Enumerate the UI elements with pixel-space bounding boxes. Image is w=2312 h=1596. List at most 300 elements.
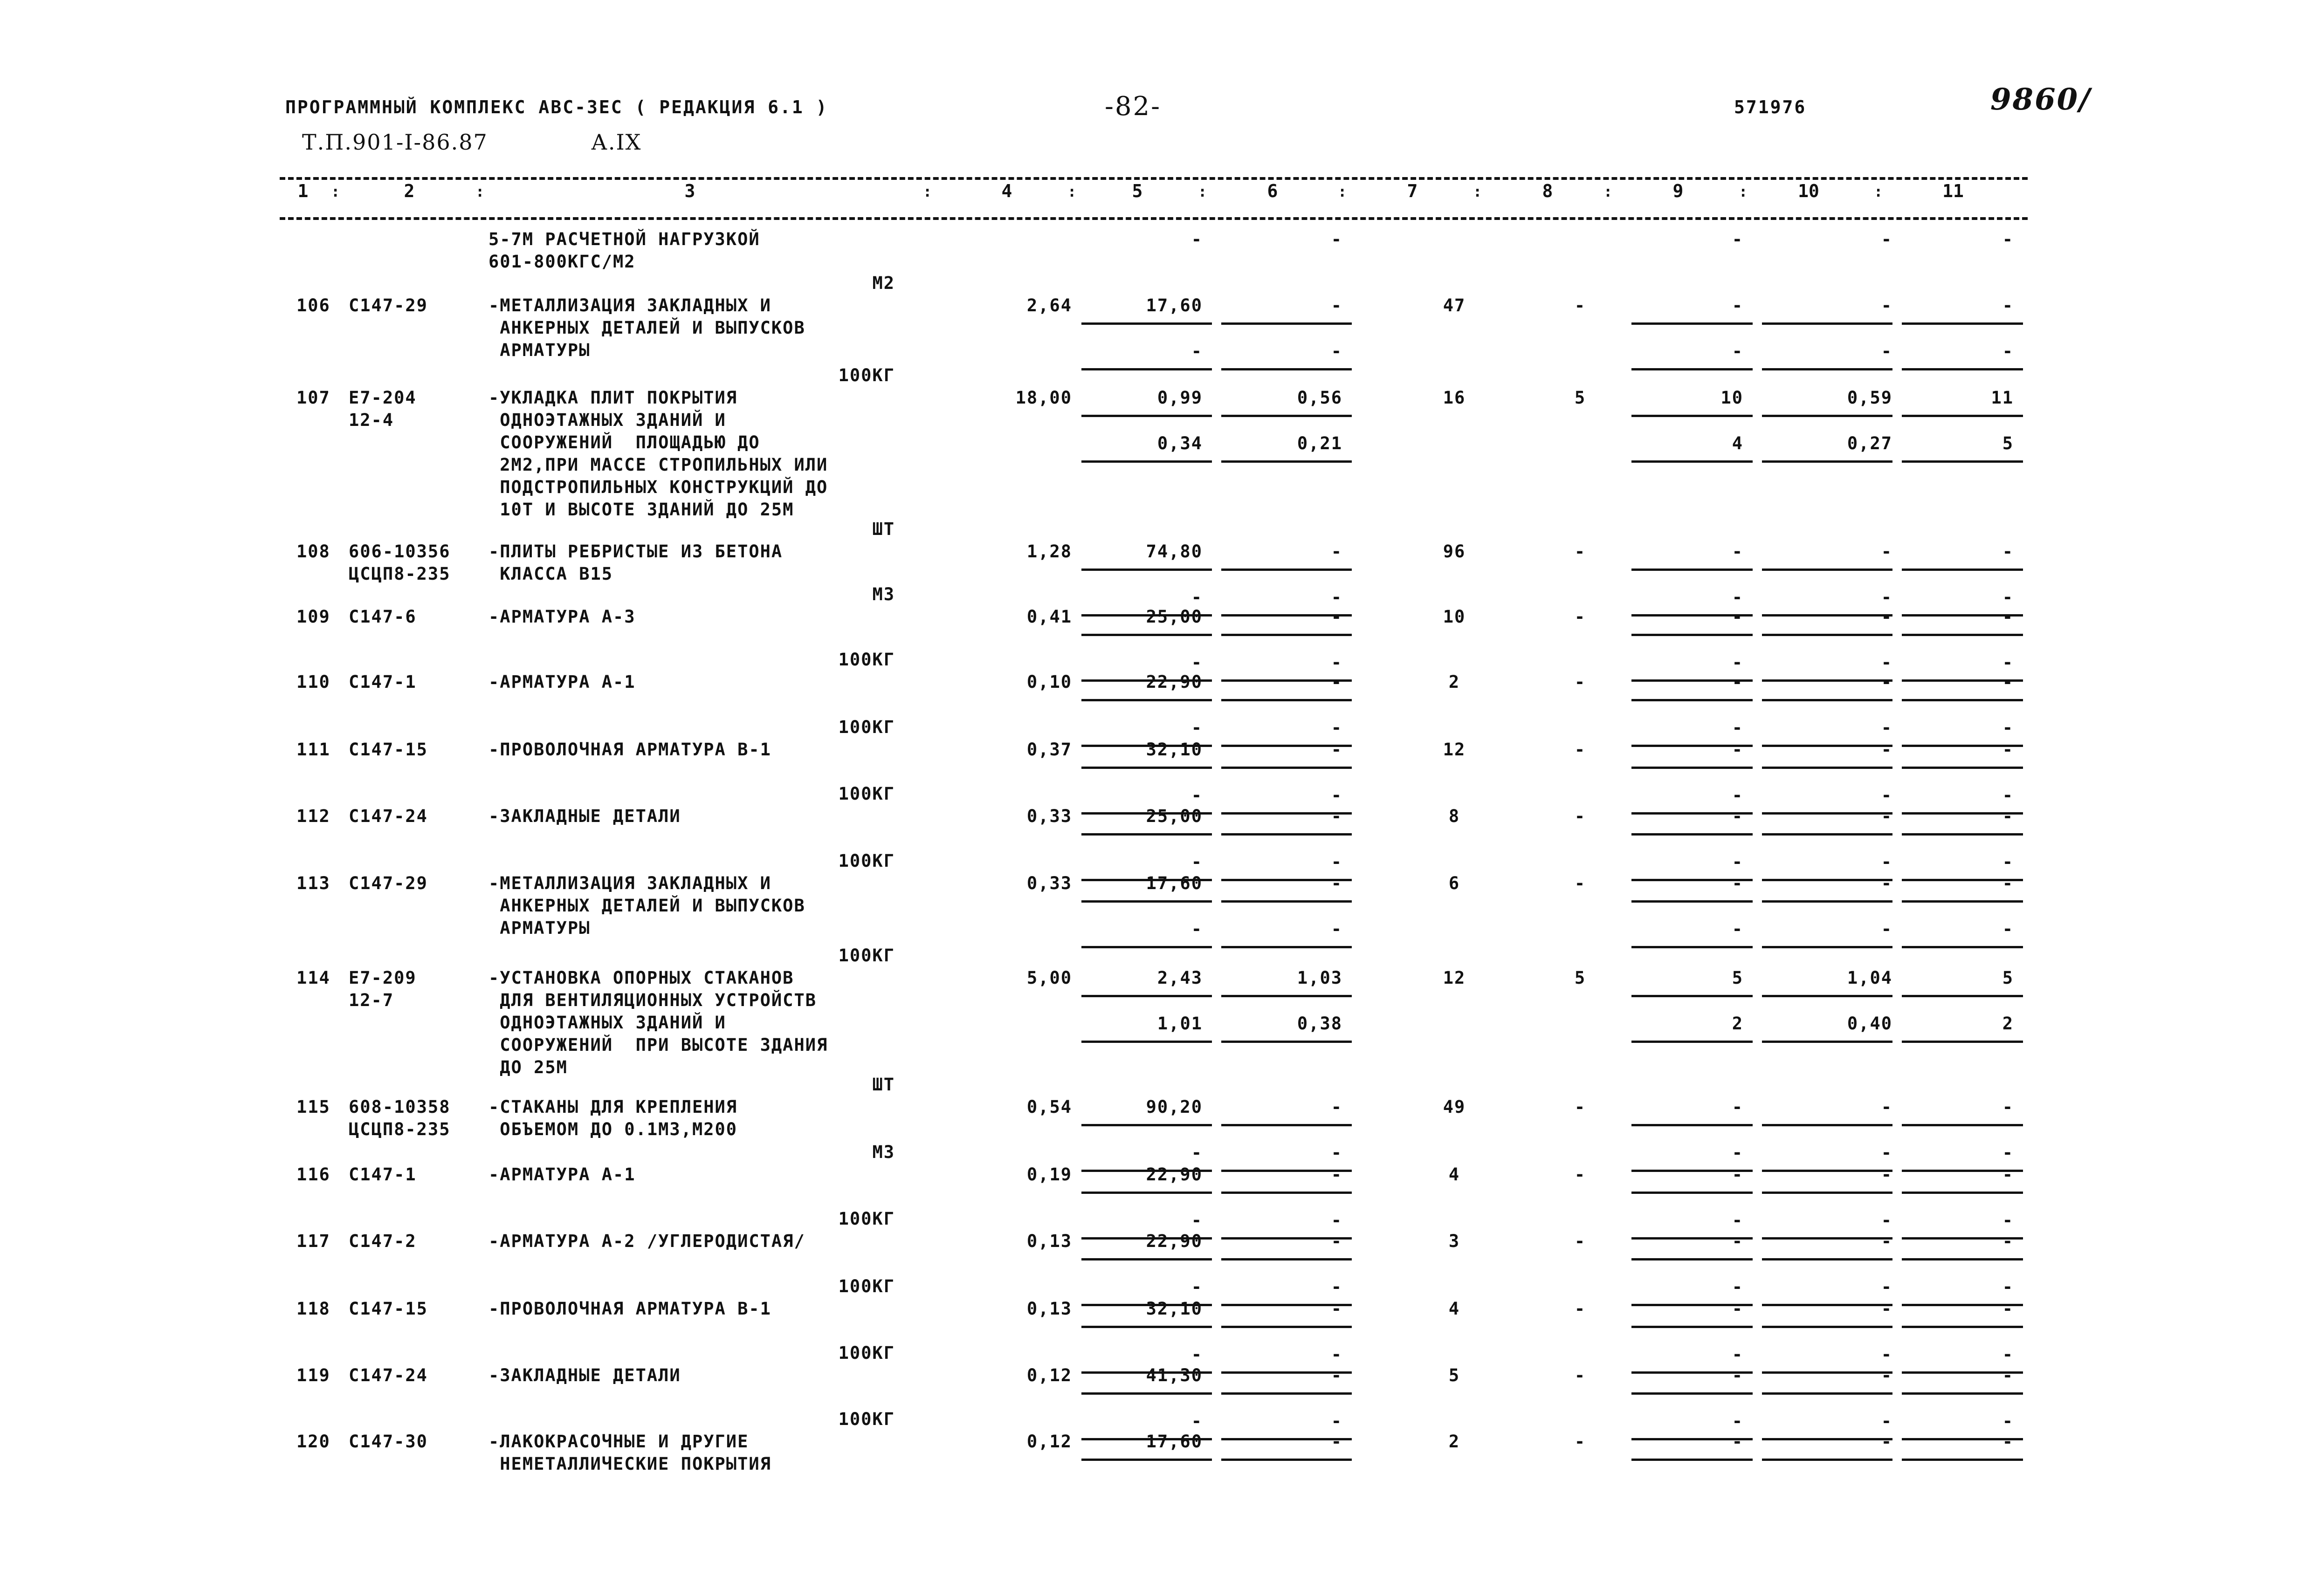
value-underline xyxy=(1081,833,1212,836)
value-underline xyxy=(1902,1124,2023,1126)
col5-value: 17,60 xyxy=(1146,873,1203,893)
value-underline xyxy=(1081,995,1212,997)
value-underline xyxy=(1631,1326,1753,1328)
col8-value: - xyxy=(1574,1231,1586,1251)
col10-value-labour: - xyxy=(1881,1411,1892,1431)
unit-of-measure: 100КГ xyxy=(838,1343,895,1363)
col8-value: - xyxy=(1574,740,1586,760)
work-description: -АРМАТУРА А-1 xyxy=(489,1164,636,1185)
value-underline xyxy=(1762,1392,1892,1395)
col5-value: 25,00 xyxy=(1146,607,1203,627)
table-top-rule xyxy=(280,177,2028,180)
col11-value: - xyxy=(2002,1164,2014,1185)
value-underline xyxy=(1081,322,1212,325)
col5-value-labour: - xyxy=(1191,1344,1203,1364)
col5-value-labour: - xyxy=(1191,341,1203,361)
unit-of-measure: 100КГ xyxy=(838,650,895,670)
col5-value: 41,30 xyxy=(1146,1365,1203,1385)
work-description: 5-7М РАСЧЕТНОЙ НАГРУЗКОЙ 601-800КГС/М2 xyxy=(489,229,760,272)
col7-value: 8 xyxy=(1448,806,1460,826)
quantity: 18,00 xyxy=(1015,388,1072,408)
unit-of-measure: 100КГ xyxy=(838,851,895,871)
rate-code-secondary: 12-7 xyxy=(349,990,394,1010)
column-separator: : xyxy=(1603,183,1613,200)
col10-value-labour: - xyxy=(1881,852,1892,872)
rate-code: С147-29 xyxy=(349,873,428,893)
value-underline xyxy=(1762,767,1892,769)
column-separator: : xyxy=(1067,183,1077,200)
unit-of-measure: М2 xyxy=(872,273,895,293)
quantity: 5,00 xyxy=(1026,968,1072,988)
value-underline xyxy=(1081,569,1212,571)
value-underline xyxy=(1221,946,1352,948)
value-underline xyxy=(1762,368,1892,370)
rate-code-secondary: ЦСЦП8-235 xyxy=(349,564,451,584)
col8-value: - xyxy=(1574,1299,1586,1319)
handwritten-stamp: 9860/ xyxy=(1990,82,2092,117)
value-underline xyxy=(1762,946,1892,948)
col6-value: - xyxy=(1331,1097,1342,1117)
value-underline xyxy=(1762,1459,1892,1461)
col5-value-labour: - xyxy=(1191,1277,1203,1297)
col10-value: - xyxy=(1881,806,1892,826)
col5-value: 22,90 xyxy=(1146,1164,1203,1185)
value-underline xyxy=(1221,1392,1352,1395)
value-underline xyxy=(1081,1124,1212,1126)
rate-code: 608-10358 xyxy=(349,1097,451,1117)
row-number: 117 xyxy=(296,1231,330,1251)
col6-value-labour: - xyxy=(1331,785,1342,805)
col8-value: - xyxy=(1574,1164,1586,1185)
row-number: 114 xyxy=(296,968,330,988)
col11-value: - xyxy=(2002,1231,2014,1251)
value-underline xyxy=(1902,699,2023,701)
col7-value: 49 xyxy=(1443,1097,1466,1117)
rate-code: С147-2 xyxy=(349,1231,417,1251)
value-underline xyxy=(1762,1326,1892,1328)
col6-value: - xyxy=(1331,740,1342,760)
col6-value-labour: 0,38 xyxy=(1297,1014,1342,1034)
col7-value: 2 xyxy=(1448,1432,1460,1452)
value-underline xyxy=(1081,634,1212,636)
column-header-2: 2 xyxy=(404,181,415,201)
col8-value: - xyxy=(1574,672,1586,692)
value-underline xyxy=(1631,699,1753,701)
album-number: А.IX xyxy=(591,130,642,155)
col11-value-labour: - xyxy=(2002,1344,2014,1364)
column-header-4: 4 xyxy=(1001,181,1012,201)
value-underline xyxy=(1221,767,1352,769)
value-underline xyxy=(1081,1192,1212,1194)
col5-value: 90,20 xyxy=(1146,1097,1203,1117)
value-underline xyxy=(1221,415,1352,417)
col9-value: 5 xyxy=(1732,968,1743,988)
value-underline xyxy=(1762,569,1892,571)
col7-value: 3 xyxy=(1448,1231,1460,1251)
col9-value-labour: - xyxy=(1732,1344,1743,1364)
col11-value: - xyxy=(2002,1432,2014,1452)
value-underline xyxy=(1902,368,2023,370)
value-underline xyxy=(1762,1041,1892,1043)
col9-value: - xyxy=(1732,295,1743,315)
col5-value: 17,60 xyxy=(1146,1432,1203,1452)
col7-value: 47 xyxy=(1443,295,1466,315)
col5-value-labour: - xyxy=(1191,1143,1203,1163)
unit-of-measure: 100КГ xyxy=(838,945,895,966)
col5-value: 22,90 xyxy=(1146,1231,1203,1251)
col7-value: 10 xyxy=(1443,607,1466,627)
col6-value-labour: 0,21 xyxy=(1297,433,1342,453)
unit-of-measure: М3 xyxy=(872,1142,895,1162)
value-underline xyxy=(1902,1258,2023,1260)
column-header-3: 3 xyxy=(684,181,695,201)
column-header-7: 7 xyxy=(1407,181,1418,201)
value-underline xyxy=(1221,460,1352,463)
value-underline xyxy=(1902,946,2023,948)
col6-value: - xyxy=(1331,1432,1342,1452)
quantity: 0,37 xyxy=(1026,740,1072,760)
col11-value-labour: - xyxy=(2002,919,2014,939)
col10-value-labour: - xyxy=(1881,1277,1892,1297)
col10-value: - xyxy=(1881,1231,1892,1251)
value-underline xyxy=(1902,833,2023,836)
unit-of-measure: ШТ xyxy=(872,1075,895,1095)
value-underline xyxy=(1631,368,1753,370)
unit-of-measure: М3 xyxy=(872,584,895,604)
value-underline xyxy=(1631,460,1753,463)
col6-value: - xyxy=(1331,607,1342,627)
col11-value: - xyxy=(2002,1365,2014,1385)
col5-value: 22,90 xyxy=(1146,672,1203,692)
col9-value: - xyxy=(1732,806,1743,826)
col6-value-labour: - xyxy=(1331,1143,1342,1163)
col5-value: 32,10 xyxy=(1146,1299,1203,1319)
value-underline xyxy=(1081,699,1212,701)
col10-value: 0,59 xyxy=(1847,388,1892,408)
col8-value: - xyxy=(1574,1432,1586,1452)
value-underline xyxy=(1762,460,1892,463)
row-number: 111 xyxy=(296,740,330,760)
col5-value: 17,60 xyxy=(1146,295,1203,315)
rate-code-secondary: 12-4 xyxy=(349,410,394,430)
rate-code: С147-15 xyxy=(349,740,428,760)
rate-code: С147-24 xyxy=(349,1365,428,1385)
value-underline xyxy=(1081,1326,1212,1328)
column-separator: : xyxy=(1198,183,1207,200)
rate-code: Е7-209 xyxy=(349,968,417,988)
value-underline xyxy=(1221,1124,1352,1126)
value-underline xyxy=(1221,1192,1352,1194)
col9-value: - xyxy=(1732,1231,1743,1251)
col10-value-labour: - xyxy=(1881,1143,1892,1163)
col9-value-labour: - xyxy=(1732,587,1743,607)
col11-value-labour: - xyxy=(2002,1143,2014,1163)
col6-value: - xyxy=(1331,1299,1342,1319)
work-description: -СТАКАНЫ ДЛЯ КРЕПЛЕНИЯ ОБЪЕМОМ ДО 0.1М3,М200 xyxy=(489,1097,738,1139)
col6-value: 0,56 xyxy=(1297,388,1342,408)
col8-value: - xyxy=(1574,295,1586,315)
col10-value: - xyxy=(1881,1432,1892,1452)
rate-code: С147-30 xyxy=(349,1432,428,1452)
col6-value-labour: - xyxy=(1331,1277,1342,1297)
col9-value-labour: - xyxy=(1732,718,1743,738)
col8-value: - xyxy=(1574,607,1586,627)
column-header-9: 9 xyxy=(1672,181,1684,201)
col10-value: - xyxy=(1881,1097,1892,1117)
col9-value-labour: - xyxy=(1732,852,1743,872)
col7-value: 96 xyxy=(1443,541,1466,562)
column-header-10: 10 xyxy=(1798,181,1819,201)
rate-code: Е7-204 xyxy=(349,388,417,408)
row-number: 115 xyxy=(296,1097,330,1117)
doc-code: 571976 xyxy=(1734,97,1807,117)
col9-value-labour: - xyxy=(1732,341,1743,361)
value-underline xyxy=(1902,1459,2023,1461)
row-number: 116 xyxy=(296,1164,330,1185)
col6-value-labour: - xyxy=(1331,852,1342,872)
col11-value: 11 xyxy=(1991,388,2014,408)
col6-value-labour: - xyxy=(1331,652,1342,672)
value-underline xyxy=(1221,995,1352,997)
col6-value: - xyxy=(1331,672,1342,692)
col5-value-labour: 0,34 xyxy=(1157,433,1203,453)
col11-value: - xyxy=(2002,873,2014,893)
col8-value: - xyxy=(1574,541,1586,562)
value-underline xyxy=(1081,415,1212,417)
value-underline xyxy=(1902,569,2023,571)
col10-value: - xyxy=(1881,607,1892,627)
col9-value: - xyxy=(1732,541,1743,562)
rate-code: С147-6 xyxy=(349,607,417,627)
row-number: 118 xyxy=(296,1299,330,1319)
value-underline xyxy=(1762,322,1892,325)
row-number: 120 xyxy=(296,1432,330,1452)
col11-value-labour: - xyxy=(2002,1411,2014,1431)
column-separator: : xyxy=(1338,183,1347,200)
value-underline xyxy=(1631,1124,1753,1126)
value-underline xyxy=(1631,900,1753,903)
quantity: 0,13 xyxy=(1026,1231,1072,1251)
col6-value: - xyxy=(1331,295,1342,315)
col11-value-labour: 2 xyxy=(2002,1014,2014,1034)
col10-value-labour: - xyxy=(1881,785,1892,805)
value-underline xyxy=(1902,900,2023,903)
value-underline xyxy=(1902,1041,2023,1043)
row-number: 109 xyxy=(296,607,330,627)
column-separator: : xyxy=(1739,183,1748,200)
value-underline xyxy=(1631,1258,1753,1260)
col6-value-labour: - xyxy=(1331,718,1342,738)
col10-value-labour: 0,40 xyxy=(1847,1014,1892,1034)
column-separator: : xyxy=(475,183,485,200)
col6-value-labour: - xyxy=(1331,1210,1342,1230)
col11-value-labour: - xyxy=(2002,341,2014,361)
value-underline xyxy=(1631,634,1753,636)
value-underline xyxy=(1631,1041,1753,1043)
rate-code: С147-15 xyxy=(349,1299,428,1319)
work-description: -АРМАТУРА А-2 /УГЛЕРОДИСТАЯ/ xyxy=(489,1231,805,1251)
value-underline xyxy=(1221,368,1352,370)
work-description: -УСТАНОВКА ОПОРНЫХ СТАКАНОВ ДЛЯ ВЕНТИЛЯЦИОННЫХ УСТРОЙСТВ ОДНОЭТАЖНЫХ ЗДАНИЙ И СООРУЖЕНИЙ ПРИ ВЫСОТЕ ЗДАНИЯ ДО 25М xyxy=(489,968,828,1077)
col9-value-labour: - xyxy=(1732,1210,1743,1230)
col9-value: - xyxy=(1732,229,1743,249)
col11-value-labour: - xyxy=(2002,1210,2014,1230)
quantity: 0,33 xyxy=(1026,873,1072,893)
value-underline xyxy=(1081,946,1212,948)
rate-code: С147-24 xyxy=(349,806,428,826)
value-underline xyxy=(1081,1392,1212,1395)
column-separator: : xyxy=(923,183,932,200)
col6-value-labour: - xyxy=(1331,919,1342,939)
col6-value: - xyxy=(1331,541,1342,562)
col10-value: 1,04 xyxy=(1847,968,1892,988)
col10-value: - xyxy=(1881,873,1892,893)
col5-value-labour: - xyxy=(1191,587,1203,607)
col6-value: - xyxy=(1331,1164,1342,1185)
col9-value-labour: - xyxy=(1732,1277,1743,1297)
column-separator: : xyxy=(331,183,340,200)
work-description: -ЗАКЛАДНЫЕ ДЕТАЛИ xyxy=(489,1365,681,1385)
row-number: 110 xyxy=(296,672,330,692)
col11-value: - xyxy=(2002,229,2014,249)
quantity: 0,41 xyxy=(1026,607,1072,627)
col6-value: 1,03 xyxy=(1297,968,1342,988)
col7-value: 6 xyxy=(1448,873,1460,893)
value-underline xyxy=(1631,322,1753,325)
value-underline xyxy=(1762,1258,1892,1260)
quantity: 1,28 xyxy=(1026,541,1072,562)
col5-value: - xyxy=(1191,229,1203,249)
col8-value: - xyxy=(1574,1097,1586,1117)
value-underline xyxy=(1631,1192,1753,1194)
value-underline xyxy=(1762,415,1892,417)
col9-value: - xyxy=(1732,672,1743,692)
quantity: 0,19 xyxy=(1026,1164,1072,1185)
work-description: -МЕТАЛЛИЗАЦИЯ ЗАКЛАДНЫХ И АНКЕРНЫХ ДЕТАЛЕЙ И ВЫПУСКОВ АРМАТУРЫ xyxy=(489,873,805,938)
unit-of-measure: 100КГ xyxy=(838,1209,895,1229)
col6-value-labour: - xyxy=(1331,587,1342,607)
col11-value: - xyxy=(2002,672,2014,692)
value-underline xyxy=(1902,322,2023,325)
value-underline xyxy=(1762,995,1892,997)
col5-value-labour: 1,01 xyxy=(1157,1014,1203,1034)
col6-value-labour: - xyxy=(1331,1344,1342,1364)
col11-value: - xyxy=(2002,607,2014,627)
quantity: 0,12 xyxy=(1026,1365,1072,1385)
value-underline xyxy=(1221,1041,1352,1043)
col7-value: 5 xyxy=(1448,1365,1460,1385)
col6-value: - xyxy=(1331,873,1342,893)
col10-value-labour: - xyxy=(1881,718,1892,738)
unit-of-measure: 100КГ xyxy=(838,784,895,804)
rate-code: 606-10356 xyxy=(349,541,451,562)
value-underline xyxy=(1762,900,1892,903)
value-underline xyxy=(1221,634,1352,636)
value-underline xyxy=(1221,569,1352,571)
header-bottom-rule xyxy=(280,217,2028,220)
col5-value: 0,99 xyxy=(1157,388,1203,408)
col10-value-labour: 0,27 xyxy=(1847,433,1892,453)
col10-value-labour: - xyxy=(1881,652,1892,672)
col7-value: 12 xyxy=(1443,740,1466,760)
value-underline xyxy=(1902,1192,2023,1194)
col10-value: - xyxy=(1881,740,1892,760)
col5-value-labour: - xyxy=(1191,1411,1203,1431)
value-underline xyxy=(1221,1326,1352,1328)
rate-code: С147-1 xyxy=(349,672,417,692)
value-underline xyxy=(1631,946,1753,948)
col6-value-labour: - xyxy=(1331,341,1342,361)
value-underline xyxy=(1631,767,1753,769)
col11-value-labour: 5 xyxy=(2002,433,2014,453)
work-description: -МЕТАЛЛИЗАЦИЯ ЗАКЛАДНЫХ И АНКЕРНЫХ ДЕТАЛЕЙ И ВЫПУСКОВ АРМАТУРЫ xyxy=(489,295,805,360)
col11-value: - xyxy=(2002,806,2014,826)
col9-value: - xyxy=(1732,1164,1743,1185)
value-underline xyxy=(1762,634,1892,636)
value-underline xyxy=(1762,1124,1892,1126)
column-separator: : xyxy=(1473,183,1482,200)
value-underline xyxy=(1902,1392,2023,1395)
col9-value: - xyxy=(1732,607,1743,627)
column-separator: : xyxy=(1874,183,1883,200)
value-underline xyxy=(1081,767,1212,769)
value-underline xyxy=(1221,1258,1352,1260)
col10-value-labour: - xyxy=(1881,587,1892,607)
col5-value-labour: - xyxy=(1191,785,1203,805)
quantity: 0,54 xyxy=(1026,1097,1072,1117)
col9-value-labour: 2 xyxy=(1732,1014,1743,1034)
work-description: -ПРОВОЛОЧНАЯ АРМАТУРА В-1 xyxy=(489,1299,771,1319)
program-title: ПРОГРАММНЫЙ КОМПЛЕКС АВС-ЗЕС ( РЕДАКЦИЯ 6.1 ) xyxy=(285,97,828,117)
col8-value: - xyxy=(1574,873,1586,893)
col11-value: - xyxy=(2002,740,2014,760)
value-underline xyxy=(1631,569,1753,571)
col10-value: - xyxy=(1881,229,1892,249)
col7-value: 2 xyxy=(1448,672,1460,692)
col10-value: - xyxy=(1881,1299,1892,1319)
col11-value: - xyxy=(2002,1097,2014,1117)
col11-value-labour: - xyxy=(2002,652,2014,672)
col10-value-labour: - xyxy=(1881,919,1892,939)
row-number: 112 xyxy=(296,806,330,826)
col5-value-labour: - xyxy=(1191,919,1203,939)
quantity: 2,64 xyxy=(1026,295,1072,315)
quantity: 0,10 xyxy=(1026,672,1072,692)
value-underline xyxy=(1902,415,2023,417)
col10-value: - xyxy=(1881,541,1892,562)
row-number: 106 xyxy=(296,295,330,315)
col11-value-labour: - xyxy=(2002,1277,2014,1297)
value-underline xyxy=(1221,833,1352,836)
col10-value: - xyxy=(1881,1164,1892,1185)
col6-value-labour: - xyxy=(1331,1411,1342,1431)
col9-value: 10 xyxy=(1720,388,1743,408)
col5-value: 32,10 xyxy=(1146,740,1203,760)
col8-value: - xyxy=(1574,1365,1586,1385)
rate-code: С147-29 xyxy=(349,295,428,315)
value-underline xyxy=(1221,1459,1352,1461)
value-underline xyxy=(1081,1041,1212,1043)
row-number: 108 xyxy=(296,541,330,562)
value-underline xyxy=(1631,995,1753,997)
col9-value: - xyxy=(1732,1097,1743,1117)
col7-value: 4 xyxy=(1448,1164,1460,1185)
quantity: 0,13 xyxy=(1026,1299,1072,1319)
column-header-8: 8 xyxy=(1542,181,1553,201)
work-description: -ЗАКЛАДНЫЕ ДЕТАЛИ xyxy=(489,806,681,826)
col11-value: - xyxy=(2002,541,2014,562)
value-underline xyxy=(1631,415,1753,417)
